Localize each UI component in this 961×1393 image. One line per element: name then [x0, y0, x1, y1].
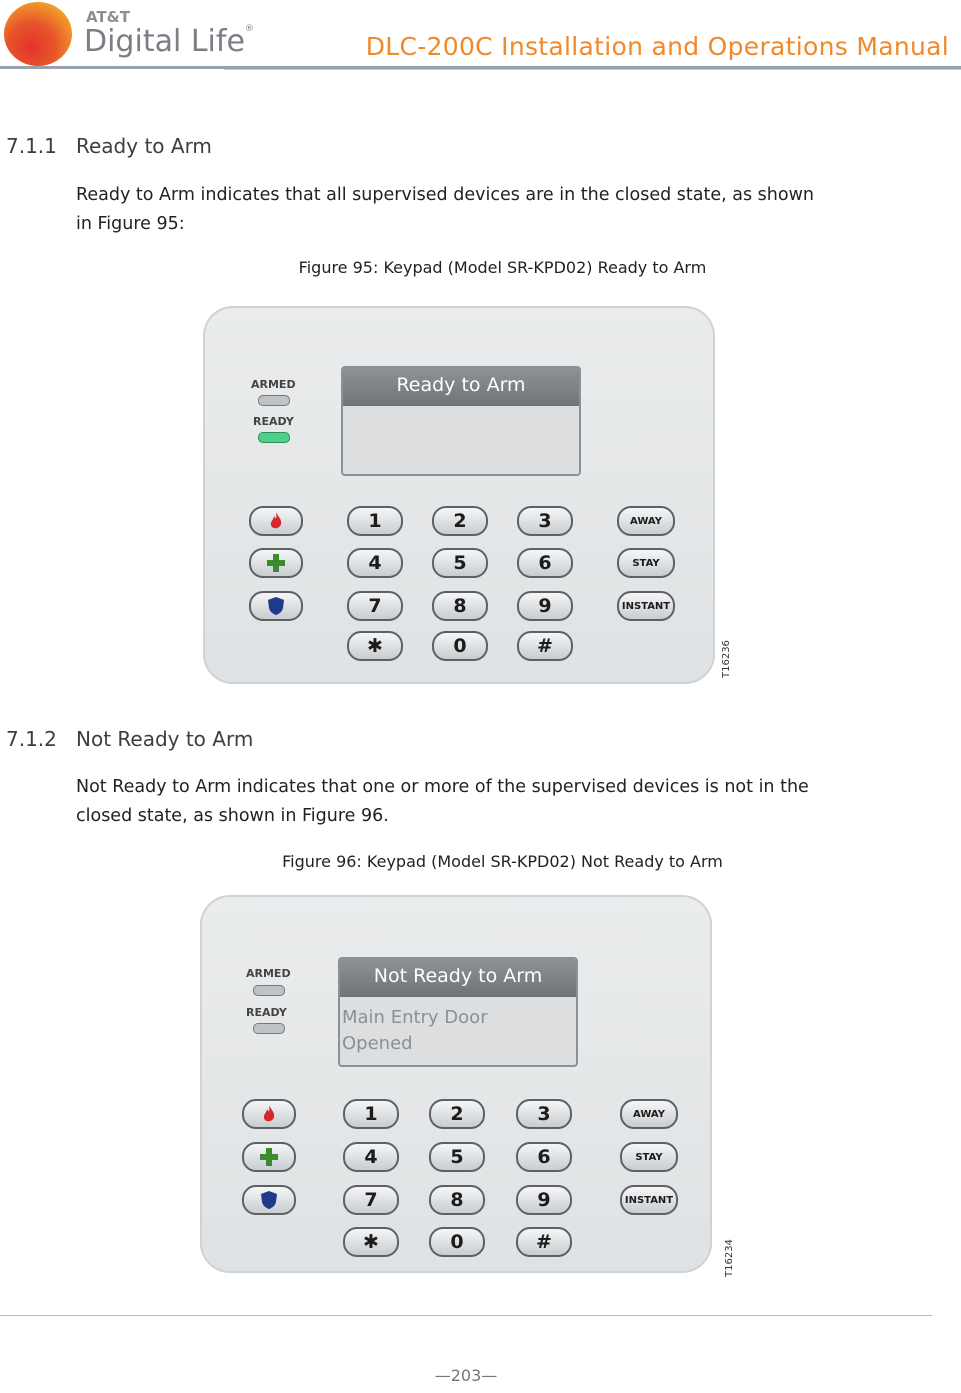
section-title: Ready to Arm	[76, 134, 212, 158]
armed-label: ARMED	[251, 378, 296, 391]
section-title: Not Ready to Arm	[76, 727, 254, 751]
header-rule-thin	[224, 69, 961, 70]
fire-button[interactable]	[249, 506, 303, 536]
instant-button[interactable]: INSTANT	[620, 1185, 678, 1215]
section-number: 7.1.2	[6, 727, 57, 751]
key-1[interactable]: 1	[347, 506, 403, 536]
brand-company: AT&T	[86, 8, 130, 26]
key-star[interactable]: ✱	[343, 1227, 399, 1257]
key-8[interactable]: 8	[432, 591, 488, 621]
keypad-figure-96	[200, 895, 735, 1277]
key-0[interactable]: 0	[432, 631, 488, 661]
medical-cross-icon	[265, 552, 287, 574]
brand-name: Digital Life®	[84, 24, 254, 59]
medical-button[interactable]	[242, 1142, 296, 1172]
fire-button[interactable]	[242, 1099, 296, 1129]
keypad-figure-95	[203, 306, 732, 684]
fire-icon	[258, 1103, 280, 1125]
figure-tag: T16236	[721, 640, 732, 678]
key-5[interactable]: 5	[432, 548, 488, 578]
ready-label: READY	[246, 1006, 287, 1019]
key-1[interactable]: 1	[343, 1099, 399, 1129]
lcd-title: Ready to Arm	[396, 374, 526, 396]
page-number: —203—	[434, 1366, 498, 1385]
key-3[interactable]: 3	[516, 1099, 572, 1129]
stay-button[interactable]: STAY	[620, 1142, 678, 1172]
key-6[interactable]: 6	[517, 548, 573, 578]
key-hash[interactable]: #	[516, 1227, 572, 1257]
key-7[interactable]: 7	[343, 1185, 399, 1215]
armed-led	[258, 395, 290, 406]
lcd-message-line-2: Opened	[342, 1033, 413, 1054]
figure-caption: Figure 96: Keypad (Model SR-KPD02) Not Ready to Arm	[282, 852, 723, 871]
key-8[interactable]: 8	[429, 1185, 485, 1215]
section-number: 7.1.1	[6, 134, 57, 158]
police-badge-icon	[265, 595, 287, 617]
key-star[interactable]: ✱	[347, 631, 403, 661]
lcd-message-line-1: Main Entry Door	[342, 1007, 488, 1028]
key-9[interactable]: 9	[517, 591, 573, 621]
police-badge-icon	[258, 1189, 280, 1211]
section-paragraph: Ready to Arm indicates that all supervised devices are in the closed state, as shown in Figure 95:	[76, 185, 814, 234]
key-hash[interactable]: #	[517, 631, 573, 661]
key-3[interactable]: 3	[517, 506, 573, 536]
footer-rule	[0, 1315, 932, 1316]
away-button[interactable]: AWAY	[617, 506, 675, 536]
figure-caption: Figure 95: Keypad (Model SR-KPD02) Ready to Arm	[298, 258, 707, 277]
stay-button[interactable]: STAY	[617, 548, 675, 578]
instant-button[interactable]: INSTANT	[617, 591, 675, 621]
ready-led	[253, 1023, 285, 1034]
armed-label: ARMED	[246, 967, 291, 980]
medical-button[interactable]	[249, 548, 303, 578]
key-2[interactable]: 2	[429, 1099, 485, 1129]
key-4[interactable]: 4	[343, 1142, 399, 1172]
ready-led	[258, 432, 290, 443]
key-7[interactable]: 7	[347, 591, 403, 621]
lcd-title: Not Ready to Arm	[373, 965, 543, 987]
key-2[interactable]: 2	[432, 506, 488, 536]
away-button[interactable]: AWAY	[620, 1099, 678, 1129]
figure-tag: T16234	[724, 1239, 735, 1277]
armed-led	[253, 985, 285, 996]
key-5[interactable]: 5	[429, 1142, 485, 1172]
key-0[interactable]: 0	[429, 1227, 485, 1257]
police-button[interactable]	[242, 1185, 296, 1215]
key-4[interactable]: 4	[347, 548, 403, 578]
lcd-display	[341, 366, 581, 476]
section-paragraph: Not Ready to Arm indicates that one or more of the supervised devices is not in the closed state, as shown in Figure 96.	[76, 777, 809, 826]
ready-label: READY	[253, 415, 294, 428]
fire-icon	[265, 510, 287, 532]
police-button[interactable]	[249, 591, 303, 621]
lcd-display	[338, 957, 578, 1067]
att-globe-logo	[4, 2, 72, 66]
key-6[interactable]: 6	[516, 1142, 572, 1172]
document-title: DLC-200C Installation and Operations Manual	[365, 32, 949, 61]
medical-cross-icon	[258, 1146, 280, 1168]
key-9[interactable]: 9	[516, 1185, 572, 1215]
